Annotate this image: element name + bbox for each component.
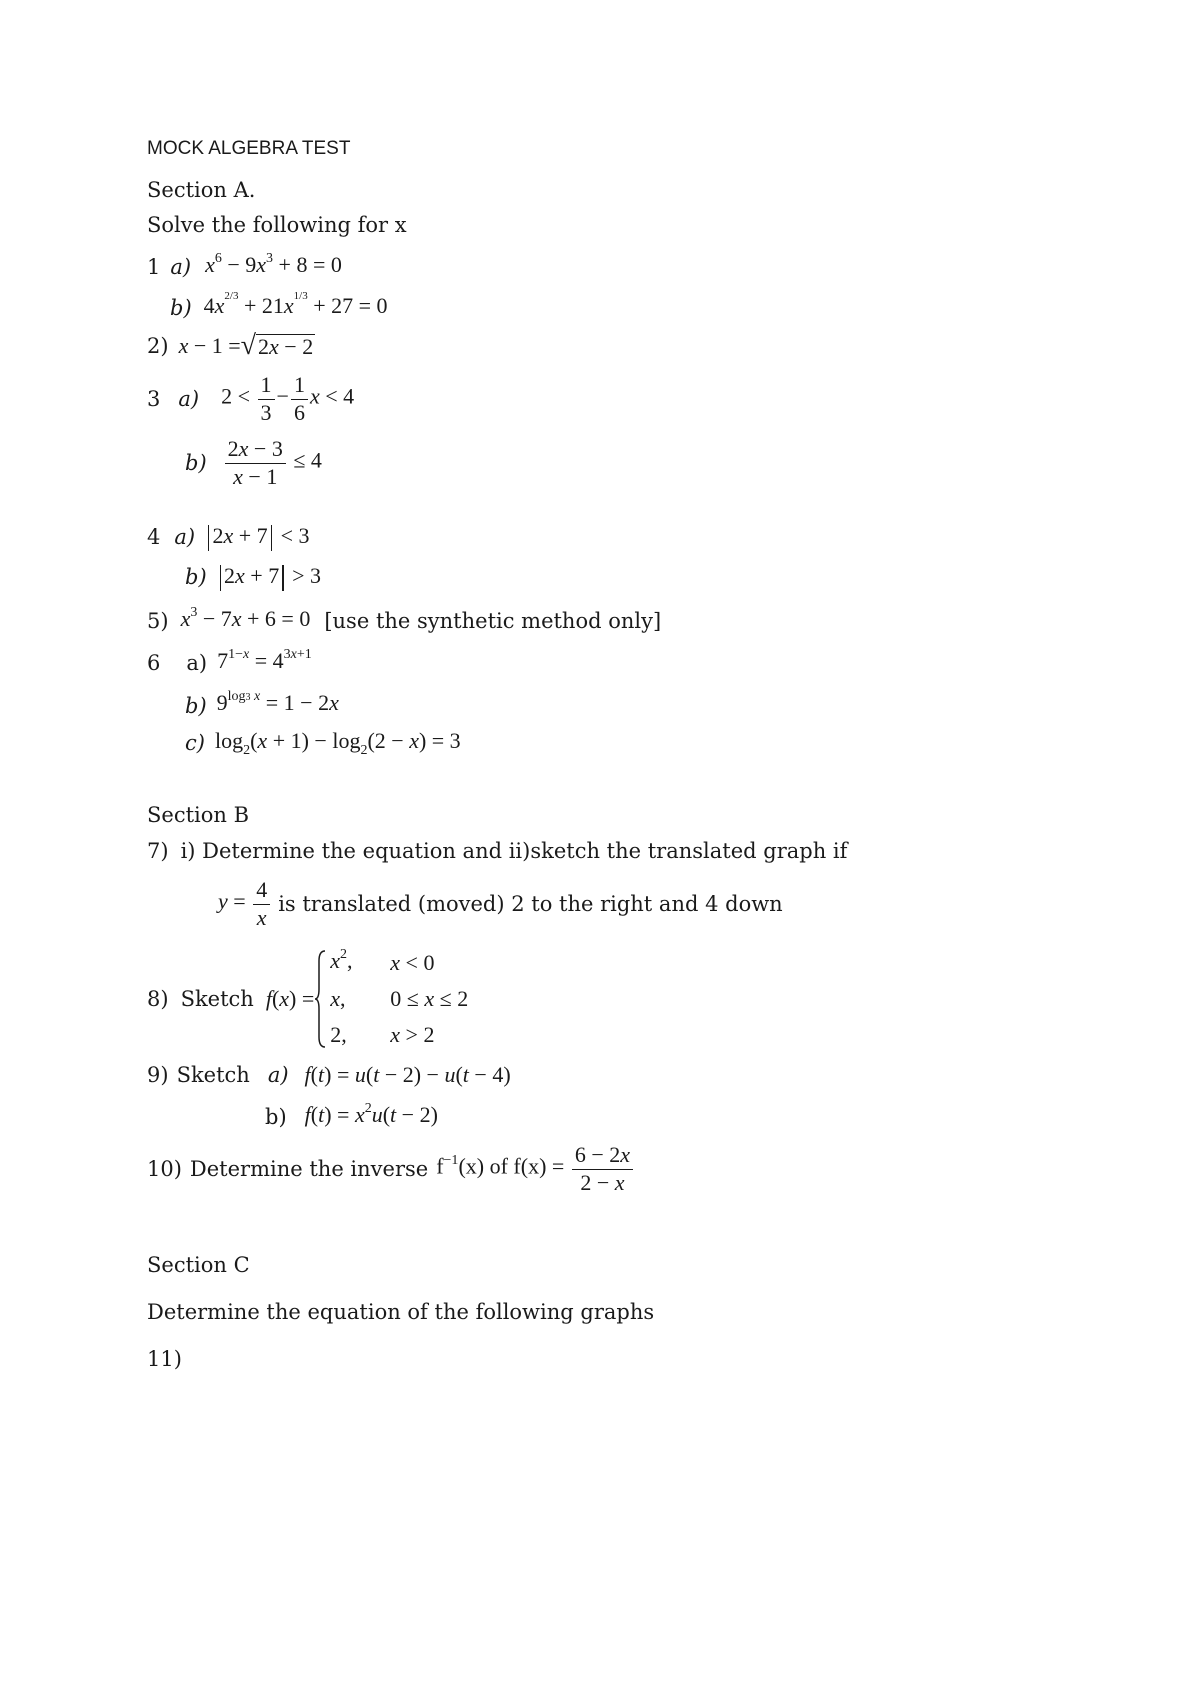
q3b-equation: $\frac{2x - 3}{x - 1}$ ≤ 4	[223, 437, 322, 488]
q6a-label: a)	[186, 651, 208, 675]
q8-text: Sketch	[180, 987, 254, 1011]
q4b	[185, 563, 321, 591]
q1b	[170, 290, 388, 323]
q4a-equation: 2x + 7 < 3	[205, 523, 309, 551]
q3a	[147, 372, 354, 426]
case-row: $x^2$, x < 0	[330, 947, 435, 975]
q7	[147, 838, 847, 864]
instruction-text: Solve the following for x	[147, 213, 407, 237]
q5-number: 5)	[147, 609, 169, 633]
q10-number: 10)	[147, 1157, 182, 1181]
q5	[147, 606, 661, 636]
q6b-label: b)	[185, 693, 207, 718]
q8-function: f(x) =	[265, 986, 315, 1011]
q1a	[147, 252, 342, 282]
case-row: x, 0 ≤ x ≤ 2	[330, 986, 469, 1011]
q3a-label: a)	[178, 387, 200, 411]
q4a-label: a)	[174, 524, 196, 549]
q7-function	[218, 874, 783, 934]
q9a-label: a)	[267, 1063, 289, 1087]
q9-number: 9)	[147, 1063, 169, 1087]
q1b-equation: $4x^{2/3} + 21x^{1/3} + 27 = 0$	[203, 290, 388, 318]
q6a	[147, 648, 312, 678]
q10-text: Determine the inverse	[189, 1157, 429, 1181]
q1a-equation: $x^6 - 9x^3 + 8 = 0$	[205, 251, 342, 277]
q6c	[185, 728, 461, 758]
q7-equation: y = $\frac{4}{x}$	[218, 878, 272, 929]
q6b-equation: $9^{log3 x} = 1 - 2x$	[216, 689, 339, 715]
q3-number: 3	[147, 387, 161, 411]
q3b	[185, 433, 322, 493]
q4-number: 4	[147, 524, 161, 549]
q2-number: 2)	[147, 334, 169, 358]
q4b-label: b)	[185, 564, 207, 589]
q5-note: [use the synthetic method only]	[324, 609, 662, 633]
q9a	[147, 1062, 511, 1088]
q6b	[185, 690, 339, 721]
page-title: MOCK ALGEBRA TEST	[147, 138, 351, 159]
q9b	[265, 1102, 438, 1132]
q11-number: 11)	[147, 1347, 182, 1371]
q1a-label: a)	[170, 255, 192, 279]
q9-text: Sketch	[176, 1063, 250, 1087]
q5-equation: $x^3 - 7x + 6 = 0$	[180, 605, 311, 631]
q7-number: 7)	[147, 839, 169, 863]
q9b-label: b)	[265, 1105, 287, 1129]
q2-equation: x − 1 =	[178, 333, 241, 358]
section-c-heading: Section C	[147, 1253, 250, 1277]
q6c-equation: $\log_2(x + 1) - \log_2(2 - x) = 3$	[214, 728, 461, 758]
sqrt-expression: √ 2x − 2	[240, 330, 314, 361]
q7-text2: is translated (moved) 2 to the right and 4 down	[278, 892, 783, 916]
section-c-instruction: Determine the equation of the following graphs	[147, 1300, 655, 1324]
section-b-heading: Section B	[147, 803, 250, 827]
q10-equation: $f^{-1}(x)$ of f(x) = $\frac{6 - 2x}{2 - x}$	[436, 1143, 635, 1194]
section-a-heading: Section A.	[147, 178, 256, 202]
q4a	[147, 523, 309, 551]
q9b-equation: $f(t) = x^2u(t - 2)$	[304, 1101, 438, 1127]
q1-number: 1	[147, 255, 161, 279]
q6c-label: c)	[185, 731, 205, 755]
q4b-equation: 2x + 7 > 3	[217, 563, 321, 591]
q6-number: 6	[147, 651, 161, 675]
q10	[147, 1137, 635, 1201]
q8-number: 8)	[147, 987, 169, 1011]
q1b-label: b)	[170, 296, 192, 320]
q9a-equation: f(t) = u(t − 2) − u(t − 4)	[304, 1062, 511, 1087]
left-brace-icon	[314, 949, 326, 1049]
q3a-equation: 2 < $\frac{1}{3}$ − $\frac{1}{6}$ x < 4	[221, 372, 355, 425]
q3b-label: b)	[185, 451, 207, 475]
q8	[147, 943, 468, 1055]
q2	[147, 330, 315, 361]
q7-text: i) Determine the equation and ii)sketch the translated graph if	[180, 839, 848, 863]
piecewise-definition	[314, 945, 468, 1053]
q6a-equation: $7^{1-x} = 4^{3x+1}$	[217, 647, 312, 673]
section-a-instruction	[147, 212, 407, 238]
case-row: 2, x > 2	[330, 1022, 435, 1047]
